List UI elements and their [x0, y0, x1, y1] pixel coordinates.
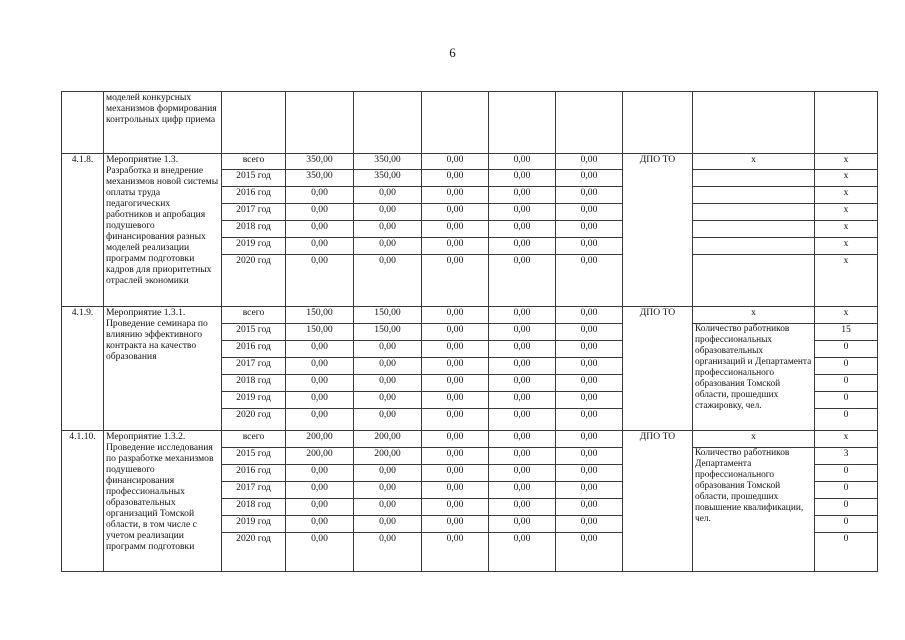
- amount-cell: 0,00: [556, 533, 623, 572]
- amount-cell: 0,00: [354, 187, 422, 204]
- amount-cell: 0,00: [422, 431, 489, 448]
- amount-cell: 0,00: [556, 324, 623, 341]
- amount-cell: 0,00: [556, 221, 623, 238]
- executor-cell: ДПО ТО: [623, 431, 693, 572]
- amount-cell: 0,00: [422, 409, 489, 431]
- amount-cell: 0,00: [286, 409, 354, 431]
- amount-cell: 0,00: [422, 170, 489, 187]
- amount-cell: 0,00: [489, 154, 556, 170]
- amount-cell: 0,00: [422, 307, 489, 324]
- amount-cell: 0,00: [556, 255, 623, 307]
- activity-number: 4.1.9.: [62, 307, 104, 431]
- executor-cell: ДПО ТО: [623, 307, 693, 431]
- amount-cell: 0,00: [556, 358, 623, 375]
- amount-cell: 0,00: [354, 255, 422, 307]
- amount-cell: 0,00: [354, 341, 422, 358]
- indicator-value-cell: 15: [815, 324, 878, 341]
- indicator-text: Количество работников Департамента профессионального образования Томской области, прошедших повышение квалификации, чел.: [693, 448, 815, 572]
- amount-cell: 0,00: [489, 482, 556, 499]
- amount-cell: 0,00: [286, 482, 354, 499]
- activity-name: Мероприятие 1.3. Разработка и внедрение механизмов новой системы оплаты труда педагогических работников и апробация подушевого финансирования разных моделей реализации программ подготовки кадров для приоритетных отраслей экономики: [104, 154, 222, 307]
- amount-cell: 0,00: [422, 358, 489, 375]
- activity-name: Мероприятие 1.3.2. Проведение исследования по разработке механизмов подушевого финансирования профессиональных образовательных организаций Томской области, в том числе с учетом реализации программ подготовки: [104, 431, 222, 572]
- year-cell: 2015 год: [222, 170, 286, 187]
- indicator-cell: [693, 204, 815, 221]
- amount-cell: 0,00: [286, 255, 354, 307]
- amount-cell: 0,00: [489, 431, 556, 448]
- indicator-total-cell: х: [693, 307, 815, 324]
- amount-cell: 0,00: [489, 221, 556, 238]
- amount-cell: 0,00: [286, 221, 354, 238]
- amount-cell: 0,00: [489, 341, 556, 358]
- carryover-cell: [623, 92, 693, 154]
- amount-cell: 0,00: [354, 375, 422, 392]
- amount-cell: 0,00: [354, 533, 422, 572]
- indicator-value-cell: х: [815, 255, 878, 307]
- year-cell: 2019 год: [222, 238, 286, 255]
- amount-cell: 0,00: [286, 533, 354, 572]
- year-cell: 2016 год: [222, 341, 286, 358]
- carryover-cell: [693, 92, 815, 154]
- amount-cell: 0,00: [489, 204, 556, 221]
- year-cell: 2019 год: [222, 392, 286, 409]
- indicator-text: Количество работников профессиональных образовательных организаций и Департамента профессионального образования Томской области, прошедших стажировку, чел.: [693, 324, 815, 431]
- year-cell: 2018 год: [222, 499, 286, 516]
- activity-number: 4.1.10.: [62, 431, 104, 572]
- year-cell: 2016 год: [222, 465, 286, 482]
- amount-cell: 0,00: [489, 533, 556, 572]
- indicator-value-cell: 0: [815, 392, 878, 409]
- amount-cell: 0,00: [489, 448, 556, 465]
- amount-cell: 0,00: [354, 358, 422, 375]
- carryover-cell: [556, 92, 623, 154]
- amount-cell: 0,00: [489, 324, 556, 341]
- carryover-cell: [489, 92, 556, 154]
- carryover-row: [62, 92, 878, 154]
- amount-cell: 150,00: [286, 307, 354, 324]
- amount-cell: 350,00: [354, 170, 422, 187]
- carryover-cell: [286, 92, 354, 154]
- amount-cell: 0,00: [354, 221, 422, 238]
- amount-cell: 0,00: [556, 482, 623, 499]
- amount-cell: 0,00: [489, 409, 556, 431]
- carryover-cell: [815, 92, 878, 154]
- amount-cell: 0,00: [422, 221, 489, 238]
- indicator-value-cell: 0: [815, 465, 878, 482]
- amount-cell: 0,00: [556, 499, 623, 516]
- amount-cell: 0,00: [354, 465, 422, 482]
- amount-cell: 0,00: [422, 533, 489, 572]
- indicator-total-cell: х: [693, 154, 815, 170]
- carryover-num-cell: [62, 92, 104, 154]
- program-activities-table: [61, 91, 878, 572]
- amount-cell: 0,00: [286, 341, 354, 358]
- amount-cell: 0,00: [556, 187, 623, 204]
- indicator-cell: [693, 238, 815, 255]
- indicator-value-cell: 0: [815, 375, 878, 392]
- amount-cell: 150,00: [354, 324, 422, 341]
- amount-cell: 0,00: [556, 238, 623, 255]
- indicator-cell: [693, 221, 815, 238]
- amount-cell: 0,00: [422, 482, 489, 499]
- indicator-value-cell: 3: [815, 448, 878, 465]
- amount-cell: 0,00: [354, 238, 422, 255]
- year-cell: 2017 год: [222, 204, 286, 221]
- amount-cell: 0,00: [556, 170, 623, 187]
- indicator-value-cell: х: [815, 238, 878, 255]
- amount-cell: 200,00: [286, 431, 354, 448]
- amount-cell: 0,00: [422, 341, 489, 358]
- amount-cell: 0,00: [422, 238, 489, 255]
- amount-cell: 0,00: [489, 238, 556, 255]
- year-cell: 2015 год: [222, 324, 286, 341]
- year-cell: всего: [222, 154, 286, 170]
- amount-cell: 150,00: [286, 324, 354, 341]
- amount-cell: 0,00: [422, 375, 489, 392]
- activity-name: Мероприятие 1.3.1. Проведение семинара по влиянию эффективного контракта на качество образования: [104, 307, 222, 431]
- indicator-cell: [693, 170, 815, 187]
- indicator-value-cell: 0: [815, 341, 878, 358]
- year-cell: 2020 год: [222, 255, 286, 307]
- amount-cell: 0,00: [354, 204, 422, 221]
- amount-cell: 0,00: [422, 392, 489, 409]
- amount-cell: 0,00: [489, 255, 556, 307]
- amount-cell: 0,00: [556, 341, 623, 358]
- amount-cell: 0,00: [489, 392, 556, 409]
- amount-cell: 0,00: [286, 358, 354, 375]
- amount-cell: 0,00: [422, 154, 489, 170]
- amount-cell: 350,00: [354, 154, 422, 170]
- amount-cell: 0,00: [286, 204, 354, 221]
- indicator-value-cell: х: [815, 307, 878, 324]
- year-cell: 2017 год: [222, 358, 286, 375]
- year-cell: 2015 год: [222, 448, 286, 465]
- amount-cell: 0,00: [422, 499, 489, 516]
- amount-cell: 350,00: [286, 170, 354, 187]
- executor-cell: ДПО ТО: [623, 154, 693, 307]
- amount-cell: 0,00: [489, 499, 556, 516]
- indicator-cell: [693, 187, 815, 204]
- amount-cell: 0,00: [286, 375, 354, 392]
- year-cell: 2020 год: [222, 533, 286, 572]
- indicator-value-cell: х: [815, 187, 878, 204]
- indicator-value-cell: 0: [815, 533, 878, 572]
- indicator-value-cell: 0: [815, 499, 878, 516]
- year-cell: 2019 год: [222, 516, 286, 533]
- amount-cell: 0,00: [489, 358, 556, 375]
- amount-cell: 0,00: [286, 499, 354, 516]
- amount-cell: 0,00: [556, 431, 623, 448]
- amount-cell: 0,00: [354, 499, 422, 516]
- amount-cell: 0,00: [422, 204, 489, 221]
- amount-cell: 0,00: [489, 516, 556, 533]
- indicator-value-cell: х: [815, 170, 878, 187]
- table-row: [62, 307, 878, 324]
- activity-number: 4.1.8.: [62, 154, 104, 307]
- amount-cell: 200,00: [354, 448, 422, 465]
- amount-cell: 0,00: [354, 392, 422, 409]
- amount-cell: 0,00: [286, 238, 354, 255]
- amount-cell: 0,00: [422, 187, 489, 204]
- indicator-value-cell: х: [815, 431, 878, 448]
- year-cell: 2017 год: [222, 482, 286, 499]
- indicator-value-cell: х: [815, 221, 878, 238]
- amount-cell: 0,00: [286, 465, 354, 482]
- indicator-value-cell: 0: [815, 409, 878, 431]
- amount-cell: 0,00: [556, 516, 623, 533]
- amount-cell: 150,00: [354, 307, 422, 324]
- amount-cell: 0,00: [556, 448, 623, 465]
- amount-cell: 200,00: [286, 448, 354, 465]
- indicator-total-cell: х: [693, 431, 815, 448]
- carryover-cell: [222, 92, 286, 154]
- indicator-value-cell: 0: [815, 358, 878, 375]
- amount-cell: 350,00: [286, 154, 354, 170]
- carryover-cell: [354, 92, 422, 154]
- indicator-cell: [693, 255, 815, 307]
- amount-cell: 0,00: [556, 465, 623, 482]
- amount-cell: 0,00: [556, 392, 623, 409]
- amount-cell: 0,00: [556, 204, 623, 221]
- amount-cell: 0,00: [489, 465, 556, 482]
- year-cell: 2018 год: [222, 375, 286, 392]
- page-number: 6: [449, 45, 456, 60]
- amount-cell: 0,00: [354, 409, 422, 431]
- amount-cell: 0,00: [422, 516, 489, 533]
- indicator-value-cell: 0: [815, 482, 878, 499]
- year-cell: всего: [222, 431, 286, 448]
- amount-cell: 0,00: [422, 448, 489, 465]
- year-cell: 2018 год: [222, 221, 286, 238]
- carryover-cell: [422, 92, 489, 154]
- amount-cell: 0,00: [286, 392, 354, 409]
- year-cell: всего: [222, 307, 286, 324]
- amount-cell: 0,00: [286, 187, 354, 204]
- indicator-value-cell: 0: [815, 516, 878, 533]
- amount-cell: 0,00: [422, 465, 489, 482]
- amount-cell: 0,00: [354, 482, 422, 499]
- amount-cell: 0,00: [556, 154, 623, 170]
- amount-cell: 0,00: [489, 170, 556, 187]
- year-cell: 2020 год: [222, 409, 286, 431]
- year-cell: 2016 год: [222, 187, 286, 204]
- amount-cell: 200,00: [354, 431, 422, 448]
- table-row: [62, 154, 878, 170]
- amount-cell: 0,00: [489, 375, 556, 392]
- amount-cell: 0,00: [556, 307, 623, 324]
- amount-cell: 0,00: [354, 516, 422, 533]
- amount-cell: 0,00: [489, 187, 556, 204]
- indicator-value-cell: х: [815, 154, 878, 170]
- amount-cell: 0,00: [489, 307, 556, 324]
- amount-cell: 0,00: [556, 409, 623, 431]
- amount-cell: 0,00: [556, 375, 623, 392]
- carryover-activity-name: моделей конкурсных механизмов формирования контрольных цифр приема: [104, 92, 222, 154]
- amount-cell: 0,00: [286, 516, 354, 533]
- amount-cell: 0,00: [422, 255, 489, 307]
- table-row: [62, 431, 878, 448]
- indicator-value-cell: х: [815, 204, 878, 221]
- amount-cell: 0,00: [422, 324, 489, 341]
